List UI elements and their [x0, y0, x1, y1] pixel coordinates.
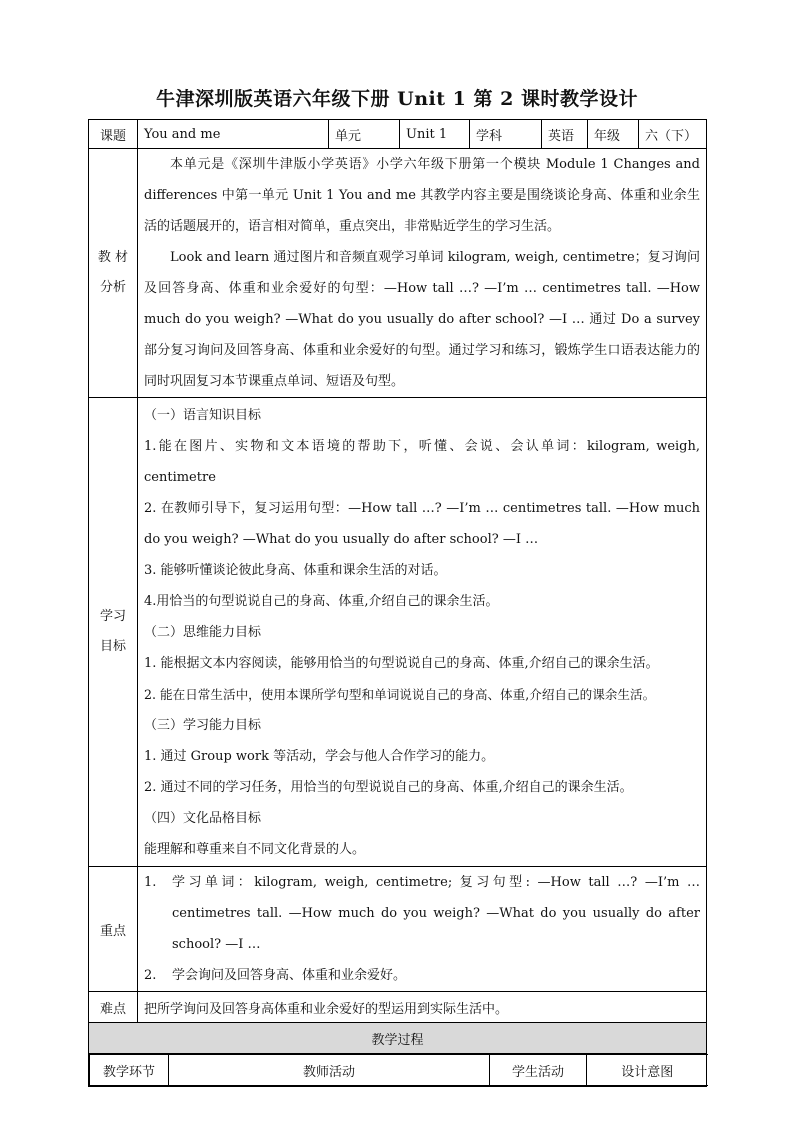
unit-value: Unit 1	[400, 120, 470, 149]
objective-line: （二）思维能力目标	[144, 624, 262, 640]
topic-value: You and me	[138, 120, 329, 149]
key-point-number: 2.	[144, 968, 157, 983]
objectives-row	[89, 398, 707, 867]
objective-line: （一）语言知识目标	[144, 407, 262, 423]
objective-line: 1.能在图片、实物和文本语境的帮助下，听懂、会说、会认单词：kilogram, weigh, centimetre	[144, 438, 700, 485]
analysis-row	[89, 149, 707, 398]
key-points-row	[89, 867, 707, 992]
objective-line: 1. 通过 Group work 等活动，学会与他人合作学习的能力。	[144, 748, 495, 764]
objective-line: （三）学习能力目标	[144, 717, 262, 733]
objective-line: （四）文化品格目标	[144, 810, 262, 826]
difficult-points-text: 把所学询问及回答身高体重和业余爱好的型运用到实际生活中。	[138, 992, 707, 1023]
objective-line: 2. 在教师引导下，复习运用句型：—How tall …? —I’m … centimetres tall. —How much do you weigh? —What do you usually do after school? —I …	[144, 500, 700, 547]
subject-value: 英语	[542, 120, 588, 149]
objectives-label: 学习 目标	[89, 398, 138, 867]
key-point-number: 1.	[144, 875, 157, 890]
key-point-text: 学习单词：kilogram, weigh, centimetre; 复习句型: —How tall …? —I’m … centimetres tall. —How much do you weigh? —What do you usually do after school? —I …	[172, 875, 700, 952]
key-points-label: 重点	[89, 867, 138, 992]
process-header-row	[89, 1054, 707, 1087]
key-point-item	[144, 867, 700, 960]
process-title-row	[89, 1023, 707, 1054]
document-title: 牛津深圳版英语六年级下册 Unit 1 第 2 课时教学设计	[156, 88, 638, 110]
process-column-header: 教学环节	[90, 1055, 169, 1086]
process-column-header: 学生活动	[490, 1055, 587, 1086]
analysis-label: 教 材 分析	[89, 149, 138, 398]
process-title: 教学过程	[89, 1023, 707, 1054]
difficult-points-label: 难点	[89, 992, 138, 1023]
topic-label: 课题	[89, 120, 138, 149]
objective-line: 能理解和尊重来自不同文化背景的人。	[144, 841, 366, 857]
objective-line: 3. 能够听懂谈论彼此身高、体重和课余生活的对话。	[144, 562, 447, 578]
process-column-header: 教师活动	[169, 1055, 490, 1086]
grade-label: 年级	[588, 120, 639, 149]
key-points-content	[138, 867, 707, 992]
key-point-text: 学会询问及回答身高、体重和业余爱好。	[172, 968, 407, 983]
objective-line: 2. 能在日常生活中，使用本课所学句型和单词说说自己的身高、体重,介绍自己的课余生活。	[144, 686, 656, 702]
analysis-paragraph-1: 本单元是《深圳牛津版小学英语》小学六年级下册第一个模块 Module 1 Changes and differences 中第一单元 Unit 1 You and me 其教学内容主要是围绕谈论身高、体重和业余生活的话题展开的，语言相对简单，重点突出，非常贴近学生的学习生活。	[144, 157, 700, 234]
analysis-content	[138, 149, 707, 398]
grade-value: 六（下）	[639, 120, 707, 149]
header-row	[89, 120, 707, 149]
process-header-table	[89, 1054, 708, 1086]
objectives-content	[138, 398, 707, 867]
key-point-item	[144, 960, 700, 991]
difficult-points-row	[89, 992, 707, 1023]
objective-line: 4.用恰当的句型说说自己的身高、体重,介绍自己的课余生活。	[144, 593, 499, 609]
objective-line: 2. 通过不同的学习任务，用恰当的句型说说自己的身高、体重,介绍自己的课余生活。	[144, 779, 633, 795]
process-column-header: 设计意图	[587, 1055, 708, 1086]
unit-label: 单元	[329, 120, 400, 149]
objective-line: 1. 能根据文本内容阅读，能够用恰当的句型说说自己的身高、体重,介绍自己的课余生活。	[144, 655, 659, 671]
subject-label: 学科	[470, 120, 542, 149]
lesson-plan-table	[88, 119, 707, 1087]
analysis-paragraph-2: Look and learn 通过图片和音频直观学习单词 kilogram, weigh, centimetre；复习询问及回答身高、体重和业余爱好的句型：—How tall …? —I’m … centimetres tall. —How much do you weigh? —What do you usually do after school? —I … 通过 Do a survey 部分复习询问及回答身高、体重和业余爱好的句型。通过学习和练习，锻炼学生口语表达能力的同时巩固复习本节课重点单词、短语及句型。	[144, 250, 700, 389]
